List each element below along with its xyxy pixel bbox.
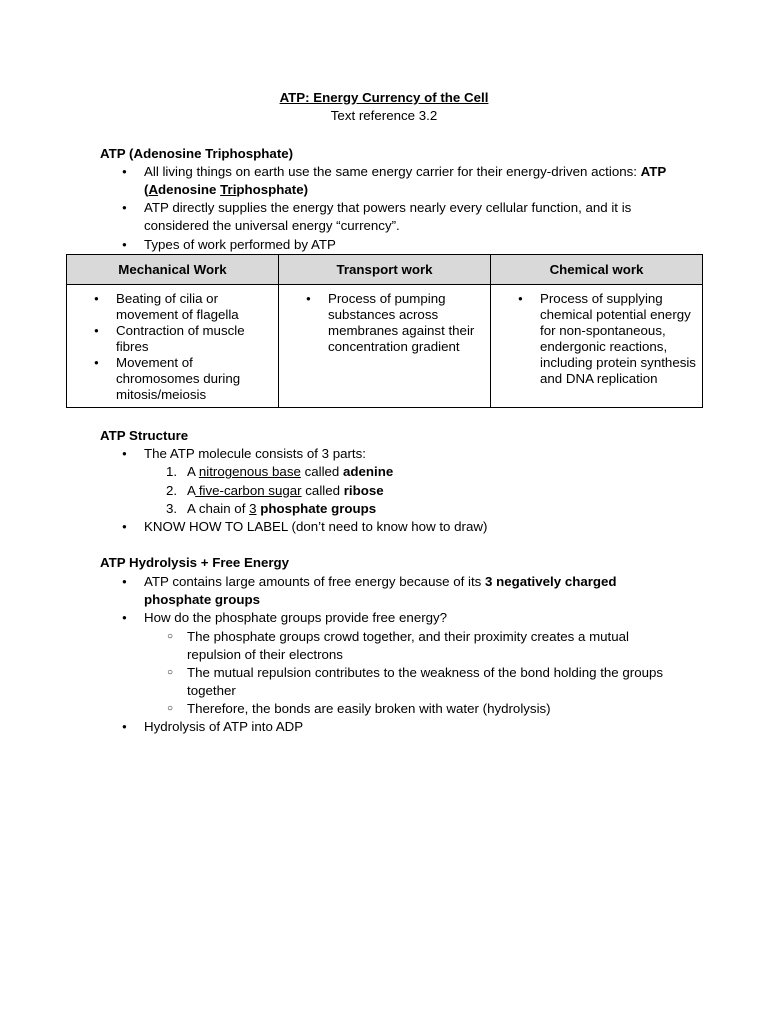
sub-bullet-bonds-broken: ○ Therefore, the bonds are easily broken with water (hydrolysis) — [187, 700, 551, 718]
sub-bullet-repulsion: ○ The mutual repulsion contributes to the weakness of the bond holding the groups — [187, 664, 663, 682]
bullet-free-energy: ● ATP contains large amounts of free energy because of its 3 negatively charged — [144, 573, 617, 591]
list-item: ● Process of pumping substances across membranes against their concentration gradient — [328, 291, 483, 355]
bullet-energy-carrier-cont: (Adenosine Triphosphate) — [144, 182, 309, 197]
work-types-table — [66, 254, 703, 408]
section-heading-atp: ATP (Adenosine Triphosphate) — [100, 146, 294, 161]
list-item: ● Contraction of muscle fibres — [116, 323, 266, 355]
bullet-know-how-to-label: ● KNOW HOW TO LABEL (don’t need to know how to draw) — [144, 518, 487, 536]
bullet-free-energy-cont: phosphate groups — [144, 592, 260, 607]
list-item: ● Beating of cilia or movement of flagella — [116, 291, 266, 323]
header-mechanical-work: Mechanical Work — [118, 262, 227, 277]
bullet-universal-currency-cont: considered the universal energy “currency”. — [144, 218, 400, 233]
bullet-three-parts: ● The ATP molecule consists of 3 parts: — [144, 445, 366, 463]
section-heading-hydrolysis: ATP Hydrolysis + Free Energy — [100, 555, 290, 570]
section-heading-structure: ATP Structure — [100, 428, 189, 443]
bullet-hydrolysis-adp: ● Hydrolysis of ATP into ADP — [144, 718, 303, 736]
sub-bullet-crowd: ○ The phosphate groups crowd together, and their proximity creates a mutual — [187, 628, 629, 646]
bullet-how-phosphate: ● How do the phosphate groups provide free energy? — [144, 609, 447, 627]
cell-chemical-work — [540, 291, 698, 387]
list-item: ● Movement of chromosomes during mitosis/meiosis — [116, 355, 266, 403]
bullet-universal-currency: ● ATP directly supplies the energy that powers nearly every cellular function, and it is — [144, 199, 631, 217]
numbered-item-base: 1. A nitrogenous base called adenine — [166, 464, 394, 479]
text-reference: Text reference 3.2 — [330, 108, 438, 123]
bullet-types-of-work: ● Types of work performed by ATP — [144, 236, 336, 254]
sub-bullet-repulsion-cont: together — [187, 683, 236, 698]
sub-bullet-crowd-cont: repulsion of their electrons — [187, 647, 343, 662]
list-item: ● Process of supplying chemical potential energy for non-spontaneous, endergonic reactions, including protein synthesis and DNA replication — [540, 291, 698, 387]
numbered-item-phosphates: 3. A chain of 3 phosphate groups — [166, 501, 377, 516]
numbered-item-sugar: 2. A five-carbon sugar called ribose — [166, 483, 384, 498]
page-title: ATP: Energy Currency of the Cell — [279, 90, 489, 105]
cell-mechanical-work — [116, 291, 266, 403]
bullet-energy-carrier: ● All living things on earth use the same energy carrier for their energy-driven actions: ATP — [144, 163, 666, 181]
cell-transport-work — [328, 291, 483, 355]
header-transport-work: Transport work — [336, 262, 433, 277]
header-chemical-work: Chemical work — [549, 262, 644, 277]
